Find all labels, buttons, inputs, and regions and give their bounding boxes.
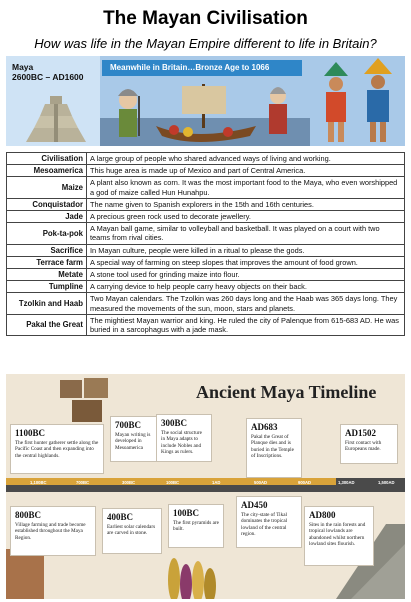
glossary-term: Tzolkin and Haab xyxy=(7,293,87,314)
glossary-definition: Two Mayan calendars. The Tzolkin was 260 days long and the Haab was 365 days long. They measured the movements of the sun, moon, stars and planets. xyxy=(87,293,405,314)
maya-dates: 2600BC – AD1600 xyxy=(12,72,84,82)
basket-icon xyxy=(6,549,44,599)
maya-name: Maya xyxy=(12,62,34,72)
britain-label: Meanwhile in Britain…Bronze Age to 1066 xyxy=(102,60,302,76)
glossary-definition: A stone tool used for grinding maize into flour. xyxy=(87,269,405,281)
glossary-term: Civilisation xyxy=(7,153,87,165)
glossary-term: Tumpline xyxy=(7,281,87,293)
glossary-term: Jade xyxy=(7,211,87,223)
glossary-row xyxy=(7,165,405,177)
glossary-definition: The mightiest Mayan warrior and king. He ruled the city of Palenque from 615-683 AD. He was buried in a sarcophagus with a jade mask. xyxy=(87,314,405,335)
event-year: 1100BC xyxy=(15,428,46,438)
glossary-term: Terrace farm xyxy=(7,256,87,268)
glossary-definition: A Mayan ball game, similar to volleyball and basketball. It was played on a court with two teams from rival cities. xyxy=(87,223,405,244)
event-text: The first hunter gatherer settle along the Pacific Coast and then expanding into the central highlands. xyxy=(15,440,99,459)
glossary-definition: The name given to Spanish explorers in the 15th and 16th centuries. xyxy=(87,198,405,210)
timeline-event-card xyxy=(10,424,104,474)
glossary-term: Sacrifice xyxy=(7,244,87,256)
event-text: Mayan writing is developed in Mesoamerica xyxy=(115,432,151,451)
page-title: The Mayan Civilisation xyxy=(103,8,308,29)
event-text: Sites in the rain forests and tropical lowlands are abandoned whilst northern lowland sites flourish. xyxy=(309,522,366,547)
event-year: 300BC xyxy=(161,418,188,428)
event-year: 800BC xyxy=(15,510,42,520)
timeline-event-card xyxy=(10,506,96,556)
glossary-term: Conquistador xyxy=(7,198,87,210)
event-year: AD683 xyxy=(251,422,278,432)
glossary-row xyxy=(7,269,405,281)
glossary-row xyxy=(7,293,405,314)
glossary-row xyxy=(7,211,405,223)
event-text: The first pyramids are built. xyxy=(173,520,219,533)
event-text: The city-state of Tikal dominates the tropical lowland of the central region. xyxy=(241,512,288,537)
timeline-tick-label: 100BC xyxy=(166,480,180,485)
glossary-row xyxy=(7,198,405,210)
timeline-tick-label: 900AD xyxy=(298,480,312,485)
event-text: The social structure in Maya adapts to include Nobles and Kings as rulers. xyxy=(161,430,202,455)
event-text: First contact with Europeans made. xyxy=(345,440,382,453)
event-year: 100BC xyxy=(173,508,200,518)
glossary-row xyxy=(7,281,405,293)
glossary-definition: A precious green rock used to decorate jewellery. xyxy=(87,211,405,223)
maya-label xyxy=(12,62,84,82)
glossary-row xyxy=(7,314,405,335)
timeline-event-card xyxy=(236,496,302,548)
event-year: 400BC xyxy=(107,512,134,522)
timeline-event-card xyxy=(340,424,398,464)
mayan-figure-icon xyxy=(324,62,348,142)
event-year: AD800 xyxy=(309,510,336,520)
glossary-definition: A carrying device to help people carry heavy objects on their back. xyxy=(87,281,405,293)
timeline-tick-label: 1,300AD xyxy=(338,480,355,485)
event-year: AD450 xyxy=(241,500,268,510)
glossary-definition: In Mayan culture, people were killed in a ritual to please the gods. xyxy=(87,244,405,256)
glossary-term: Maize xyxy=(7,177,87,198)
timeline-tick-label: 1,100BC xyxy=(30,480,47,485)
timeline-event-card xyxy=(168,504,224,548)
glossary-row xyxy=(7,244,405,256)
warrior-icon xyxy=(118,89,140,137)
mayan-figure-icon xyxy=(364,58,392,142)
glossary-row xyxy=(7,153,405,165)
codex-icon xyxy=(60,378,108,422)
timeline-event-card xyxy=(102,508,162,554)
glossary-row xyxy=(7,256,405,268)
timeline-event-card xyxy=(156,414,212,462)
glossary-definition: This huge area is made up of Mexico and part of Central America. xyxy=(87,165,405,177)
timeline-tick-label: 500AD xyxy=(254,480,268,485)
roman-soldier-icon xyxy=(269,87,287,134)
glossary-term: Pakal the Great xyxy=(7,314,87,335)
glossary-term: Metate xyxy=(7,269,87,281)
pyramid-icon xyxy=(26,96,86,142)
timeline-tick-label: 300BC xyxy=(122,480,136,485)
timeline-event-card xyxy=(246,418,302,478)
page-subtitle: How was life in the Mayan Empire different to life in Britain? xyxy=(34,36,377,51)
event-year: AD1502 xyxy=(345,428,376,438)
timeline-tick-label: 1AD xyxy=(212,480,221,485)
glossary-definition: A special way of farming on steep slopes that improves the amount of food grown. xyxy=(87,256,405,268)
glossary-table xyxy=(6,152,405,336)
event-text: Pakal the Great of Planque dies and is buried in the Temple of Inscriptions. xyxy=(251,434,294,459)
event-year: 700BC xyxy=(115,420,142,430)
glossary-definition: A plant also known as corn. It was the most important food to the Maya, who even worshipped a god of maize called Hun Hunahpu. xyxy=(87,177,405,198)
timeline-event-card xyxy=(304,506,374,566)
glossary-definition: A large group of people who shared advanced ways of living and working. xyxy=(87,153,405,165)
timeline-tick-label: 1,500AD xyxy=(378,480,395,485)
event-text: Village farming and trade become established throughout the Maya Region. xyxy=(15,522,86,541)
maize-icon xyxy=(168,558,216,599)
glossary-row xyxy=(7,177,405,198)
glossary-term: Pok-ta-pok xyxy=(7,223,87,244)
event-text: Earliest solar calendars are carved in stone. xyxy=(107,524,156,537)
glossary-term: Mesoamerica xyxy=(7,165,87,177)
timeline-title: Ancient Maya Timeline xyxy=(196,382,377,402)
glossary-row xyxy=(7,223,405,244)
timeline-panel xyxy=(6,374,405,599)
banner-illustration xyxy=(6,56,405,146)
timeline-tick-label: 700BC xyxy=(76,480,90,485)
